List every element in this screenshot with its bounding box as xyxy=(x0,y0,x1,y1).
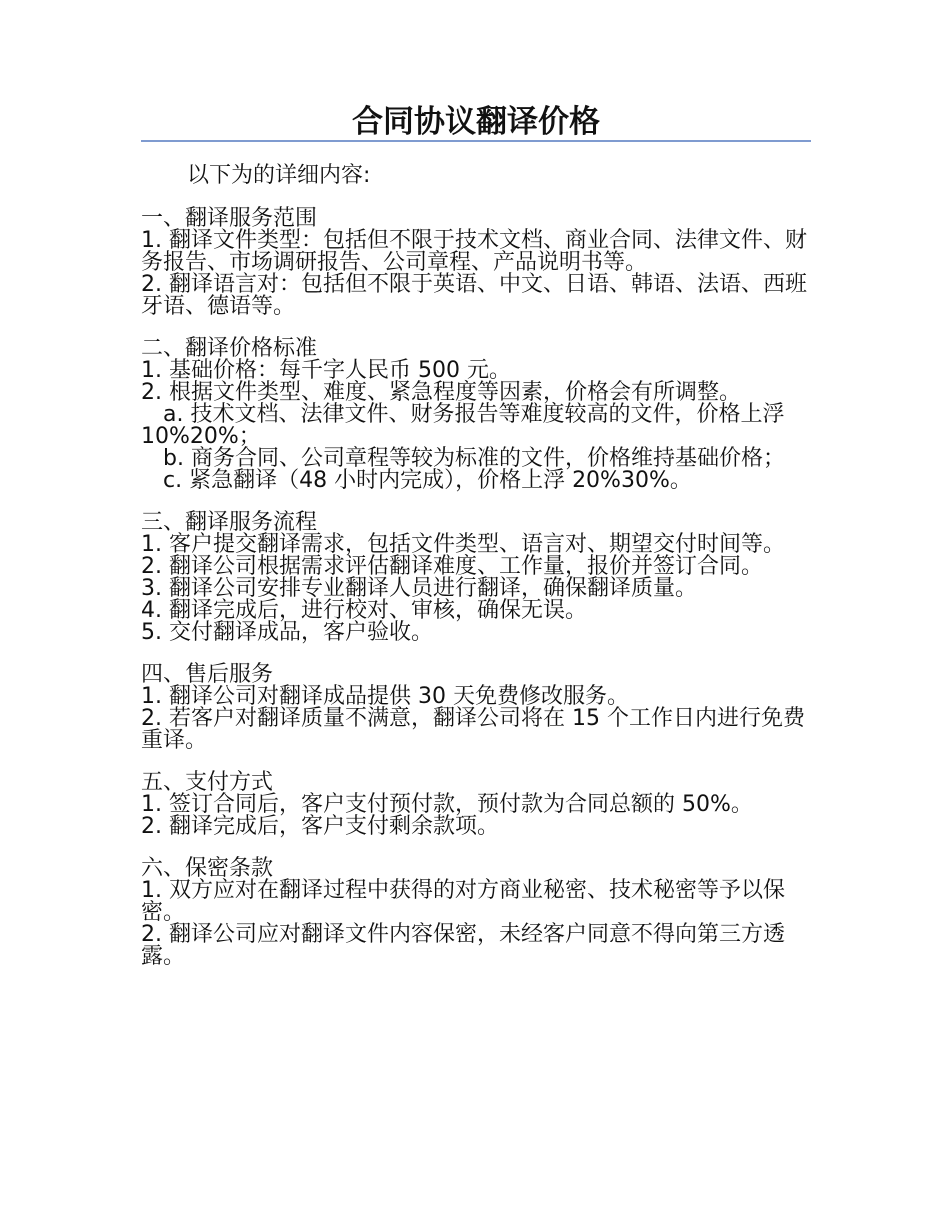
list-item: 3. 翻译公司安排专业翻译人员进行翻译，确保翻译质量。 xyxy=(141,576,697,601)
list-item: 1. 翻译公司对翻译成品提供 30 天免费修改服务。 xyxy=(141,684,629,709)
list-item: 2. 翻译语言对：包括但不限于英语、中文、日语、韩语、法语、西班牙语、德语等。 xyxy=(141,272,807,319)
section-heading: 五、支付方式 xyxy=(141,770,274,795)
list-subitem: c. 紧急翻译（48 小时内完成），价格上浮 20%30%。 xyxy=(163,468,692,493)
list-item: 1. 翻译文件类型：包括但不限于技术文档、商业合同、法律文件、财务报告、市场调研报告、公司章程、产品说明书等。 xyxy=(141,228,807,275)
section-process xyxy=(141,512,811,644)
document-page xyxy=(141,100,811,968)
page-title: 合同协议翻译价格 xyxy=(352,104,600,140)
list-item: 4. 翻译完成后，进行校对、审核，确保无误。 xyxy=(141,598,587,623)
section-heading: 一、翻译服务范围 xyxy=(141,206,318,231)
title-underline xyxy=(141,140,811,142)
list-item: 1. 基础价格：每千字人民币 500 元。 xyxy=(141,358,511,383)
section-heading: 三、翻译服务流程 xyxy=(141,510,318,535)
section-payment xyxy=(141,772,811,838)
section-heading: 六、保密条款 xyxy=(141,856,274,881)
list-item: 2. 翻译完成后，客户支付剩余款项。 xyxy=(141,814,499,839)
list-item: 2. 翻译公司应对翻译文件内容保密，未经客户同意不得向第三方透露。 xyxy=(141,922,785,969)
list-item: 5. 交付翻译成品，客户验收。 xyxy=(141,620,433,645)
list-item: 1. 客户提交翻译需求，包括文件类型、语言对、期望交付时间等。 xyxy=(141,532,785,557)
section-heading: 二、翻译价格标准 xyxy=(141,336,318,361)
section-after-sales xyxy=(141,664,811,752)
section-heading: 四、售后服务 xyxy=(141,662,274,687)
section-pricing xyxy=(141,338,811,492)
section-confidentiality xyxy=(141,858,811,968)
list-item: 2. 若客户对翻译质量不满意，翻译公司将在 15 个工作日内进行免费重译。 xyxy=(141,706,805,753)
list-subitem: b. 商务合同、公司章程等较为标准的文件，价格维持基础价格； xyxy=(163,446,785,471)
list-item: 1. 签订合同后，客户支付预付款，预付款为合同总额的 50%。 xyxy=(141,792,753,817)
list-subitem: a. 技术文档、法律文件、财务报告等难度较高的文件，价格上浮 10%20%； xyxy=(141,402,785,449)
list-item: 1. 双方应对在翻译过程中获得的对方商业秘密、技术秘密等予以保密。 xyxy=(141,878,785,925)
section-scope xyxy=(141,208,811,318)
list-item: 2. 根据文件类型、难度、紧急程度等因素，价格会有所调整。 xyxy=(141,380,741,405)
list-item: 2. 翻译公司根据需求评估翻译难度、工作量，报价并签订合同。 xyxy=(141,554,763,579)
intro-text: 以下为的详细内容: xyxy=(187,163,371,188)
